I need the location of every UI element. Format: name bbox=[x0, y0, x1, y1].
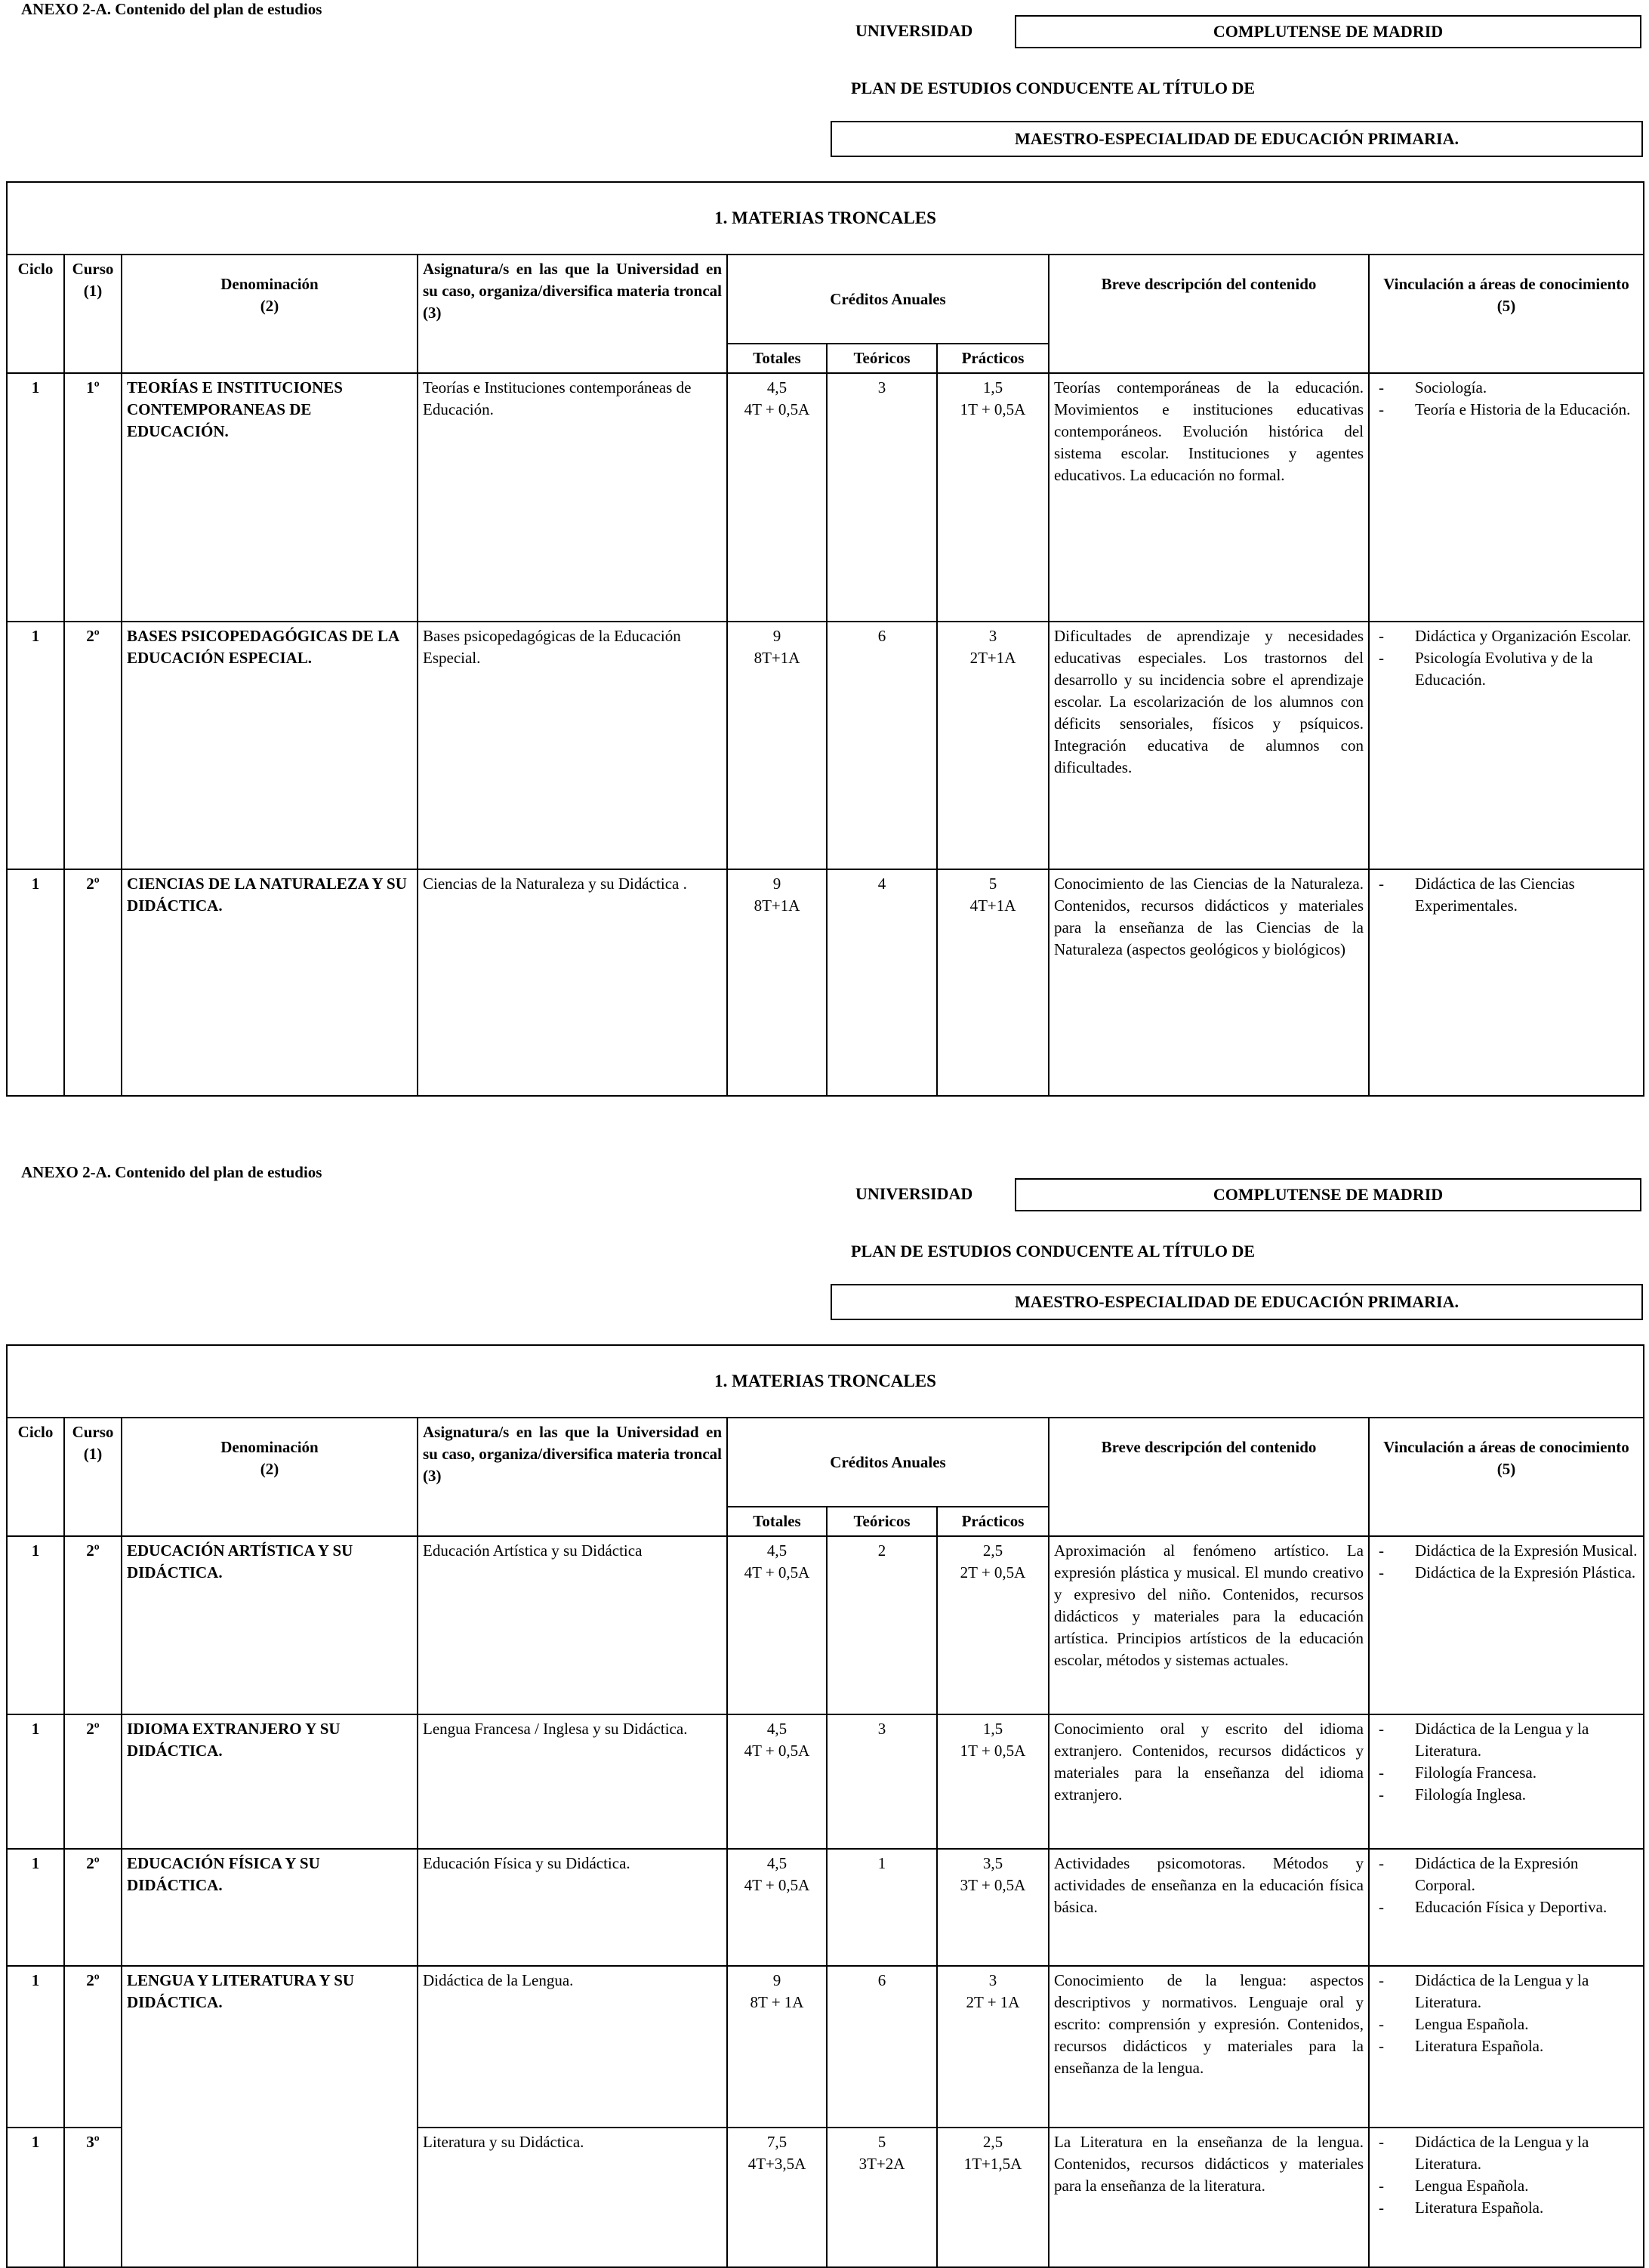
cell-asignatura: Teorías e Instituciones contemporáneas de Educación. bbox=[418, 373, 727, 622]
area-item: - Didáctica de la Expresión Plástica. bbox=[1374, 1562, 1638, 1584]
col-creditos: Créditos Anuales bbox=[727, 1418, 1049, 1507]
cell-descripcion: Teorías contemporáneas de la educación. Movimientos e instituciones educativas contemporáneos. Evolución histórica del sistema escolar. Instituciones y agentes educativos. La educación no formal. bbox=[1049, 373, 1369, 622]
cell-vinculacion bbox=[1369, 869, 1644, 1096]
area-item: - Lengua Española. bbox=[1374, 2175, 1638, 2197]
cell-teoricos: 2 bbox=[827, 1536, 937, 1714]
cell-totales: 4,5 4T + 0,5A bbox=[727, 1536, 827, 1714]
col-asignatura: Asignatura/s en las que la Universidad en su caso, organiza/diversifica materia troncal (3) bbox=[418, 1418, 727, 1536]
col-denominacion: Denominación (2) bbox=[122, 1418, 418, 1536]
cell-ciclo: 1 bbox=[7, 1849, 64, 1966]
col-descripcion: Breve descripción del contenido bbox=[1049, 255, 1369, 373]
cell-totales: 9 8T+1A bbox=[727, 869, 827, 1096]
universidad-label: UNIVERSIDAD bbox=[855, 1184, 973, 1203]
materias-table bbox=[6, 1344, 1644, 2268]
area-item: - Sociología. bbox=[1374, 377, 1638, 399]
cell-practicos: 5 4T+1A bbox=[937, 869, 1049, 1096]
areas-list bbox=[1374, 625, 1638, 691]
area-item: - Psicología Evolutiva y de la Educación. bbox=[1374, 647, 1638, 691]
cell-curso: 2º bbox=[64, 1536, 122, 1714]
cell-denominacion: BASES PSICOPEDAGÓGICAS DE LA EDUCACIÓN ESPECIAL. bbox=[122, 622, 418, 869]
area-item: - Literatura Española. bbox=[1374, 2035, 1638, 2057]
cell-vinculacion bbox=[1369, 622, 1644, 869]
areas-list bbox=[1374, 1718, 1638, 1806]
cell-denominacion: IDIOMA EXTRANJERO Y SU DIDÁCTICA. bbox=[122, 1714, 418, 1849]
area-item: - Didáctica de la Lengua y la Literatura. bbox=[1374, 2131, 1638, 2175]
area-item: - Filología Inglesa. bbox=[1374, 1784, 1638, 1806]
cell-ciclo: 1 bbox=[7, 1536, 64, 1714]
cell-totales: 9 8T+1A bbox=[727, 622, 827, 869]
page2-rows bbox=[7, 1536, 1644, 2267]
cell-asignatura: Bases psicopedagógicas de la Educación Especial. bbox=[418, 622, 727, 869]
cell-teoricos: 6 bbox=[827, 1966, 937, 2128]
col-creditos: Créditos Anuales bbox=[727, 255, 1049, 344]
col-vinculacion: Vinculación a áreas de conocimiento (5) bbox=[1369, 255, 1644, 373]
plan-label: PLAN DE ESTUDIOS CONDUCENTE AL TÍTULO DE bbox=[851, 79, 1256, 97]
areas-list bbox=[1374, 873, 1638, 917]
area-item: - Filología Francesa. bbox=[1374, 1762, 1638, 1784]
cell-denominacion: TEORÍAS E INSTITUCIONES CONTEMPORANEAS DE EDUCACIÓN. bbox=[122, 373, 418, 622]
areas-list bbox=[1374, 2131, 1638, 2219]
titulo-value: MAESTRO-ESPECIALIDAD DE EDUCACIÓN PRIMARIA. bbox=[831, 1284, 1643, 1320]
col-denominacion: Denominación (2) bbox=[122, 255, 418, 373]
areas-list bbox=[1374, 1540, 1638, 1584]
cell-ciclo: 1 bbox=[7, 1966, 64, 2128]
page-2 bbox=[0, 1163, 1649, 2266]
cell-totales: 4,5 4T + 0,5A bbox=[727, 1714, 827, 1849]
cell-teoricos: 1 bbox=[827, 1849, 937, 1966]
areas-list bbox=[1374, 377, 1638, 421]
plan-label: PLAN DE ESTUDIOS CONDUCENTE AL TÍTULO DE bbox=[851, 1242, 1256, 1261]
area-item: - Lengua Española. bbox=[1374, 2013, 1638, 2035]
areas-list bbox=[1374, 1853, 1638, 1918]
table-row bbox=[7, 869, 1644, 1096]
col-practicos: Prácticos bbox=[937, 1507, 1049, 1536]
cell-vinculacion bbox=[1369, 2128, 1644, 2267]
page1-rows bbox=[7, 373, 1644, 1096]
cell-curso: 1º bbox=[64, 373, 122, 622]
col-totales: Totales bbox=[727, 344, 827, 373]
table-row bbox=[7, 1714, 1644, 1849]
cell-teoricos: 3 bbox=[827, 373, 937, 622]
cell-totales: 4,5 4T + 0,5A bbox=[727, 373, 827, 622]
col-vinculacion: Vinculación a áreas de conocimiento (5) bbox=[1369, 1418, 1644, 1536]
cell-practicos: 2,5 2T + 0,5A bbox=[937, 1536, 1049, 1714]
col-totales: Totales bbox=[727, 1507, 827, 1536]
cell-descripcion: La Literatura en la enseñanza de la lengua. Contenidos, recursos didácticos y materiales para la enseñanza de la literatura. bbox=[1049, 2128, 1369, 2267]
cell-totales: 4,5 4T + 0,5A bbox=[727, 1849, 827, 1966]
cell-denominacion: EDUCACIÓN FÍSICA Y SU DIDÁCTICA. bbox=[122, 1849, 418, 1966]
col-teoricos: Teóricos bbox=[827, 344, 937, 373]
col-ciclo: Ciclo bbox=[7, 255, 64, 373]
cell-descripcion: Conocimiento oral y escrito del idioma extranjero. Contenidos, recursos didácticos y materiales para la enseñanza del idioma extranjero. bbox=[1049, 1714, 1369, 1849]
titulo-value: MAESTRO-ESPECIALIDAD DE EDUCACIÓN PRIMARIA. bbox=[831, 121, 1643, 157]
cell-vinculacion bbox=[1369, 1849, 1644, 1966]
table-row bbox=[7, 1536, 1644, 1714]
cell-practicos: 3 2T + 1A bbox=[937, 1966, 1049, 2128]
section-title: 1. MATERIAS TRONCALES bbox=[7, 182, 1644, 255]
section-title: 1. MATERIAS TRONCALES bbox=[7, 1345, 1644, 1418]
cell-totales: 9 8T + 1A bbox=[727, 1966, 827, 2128]
cell-teoricos: 4 bbox=[827, 869, 937, 1096]
cell-practicos: 1,5 1T + 0,5A bbox=[937, 373, 1049, 622]
cell-vinculacion bbox=[1369, 1536, 1644, 1714]
col-asignatura: Asignatura/s en las que la Universidad en su caso, organiza/diversifica materia troncal (3) bbox=[418, 255, 727, 373]
table-row bbox=[7, 622, 1644, 869]
table-row bbox=[7, 1966, 1644, 2128]
table-row bbox=[7, 373, 1644, 622]
area-item: - Didáctica de la Expresión Corporal. bbox=[1374, 1853, 1638, 1896]
area-item: - Didáctica de la Expresión Musical. bbox=[1374, 1540, 1638, 1562]
cell-ciclo: 1 bbox=[7, 1714, 64, 1849]
cell-totales: 7,5 4T+3,5A bbox=[727, 2128, 827, 2267]
cell-practicos: 1,5 1T + 0,5A bbox=[937, 1714, 1049, 1849]
area-item: - Educación Física y Deportiva. bbox=[1374, 1896, 1638, 1918]
universidad-value: COMPLUTENSE DE MADRID bbox=[1015, 15, 1641, 48]
table-row bbox=[7, 1849, 1644, 1966]
cell-denominacion: LENGUA Y LITERATURA Y SU DIDÁCTICA. bbox=[122, 1966, 418, 2267]
cell-vinculacion bbox=[1369, 373, 1644, 622]
cell-teoricos: 3 bbox=[827, 1714, 937, 1849]
cell-ciclo: 1 bbox=[7, 373, 64, 622]
cell-ciclo: 1 bbox=[7, 869, 64, 1096]
col-ciclo: Ciclo bbox=[7, 1418, 64, 1536]
cell-curso: 2º bbox=[64, 622, 122, 869]
cell-descripcion: Conocimiento de las Ciencias de la Naturaleza. Contenidos, recursos didácticos y materiales para la enseñanza de las Ciencias de la Naturaleza (aspectos geológicos y biológicos) bbox=[1049, 869, 1369, 1096]
anexo-title: ANEXO 2-A. Contenido del plan de estudios bbox=[21, 1163, 322, 1181]
area-item: - Didáctica de la Lengua y la Literatura. bbox=[1374, 1718, 1638, 1762]
area-item: - Literatura Española. bbox=[1374, 2197, 1638, 2219]
cell-asignatura: Didáctica de la Lengua. bbox=[418, 1966, 727, 2128]
cell-descripcion: Dificultades de aprendizaje y necesidades educativas especiales. Los trastornos del desarrollo y su incidencia sobre el aprendizaje escolar. La escolarización de los alumnos con déficits sensoriales, físicos y psíquicos. Integración educativa de alumnos con dificultades. bbox=[1049, 622, 1369, 869]
cell-teoricos: 5 3T+2A bbox=[827, 2128, 937, 2267]
col-teoricos: Teóricos bbox=[827, 1507, 937, 1536]
area-item: - Didáctica de la Lengua y la Literatura. bbox=[1374, 1970, 1638, 2013]
area-item: - Didáctica y Organización Escolar. bbox=[1374, 625, 1638, 647]
col-descripcion: Breve descripción del contenido bbox=[1049, 1418, 1369, 1536]
cell-descripcion: Actividades psicomotoras. Métodos y actividades de enseñanza en la educación física básica. bbox=[1049, 1849, 1369, 1966]
anexo-title: ANEXO 2-A. Contenido del plan de estudios bbox=[21, 0, 322, 18]
cell-asignatura: Educación Artística y su Didáctica bbox=[418, 1536, 727, 1714]
col-curso: Curso (1) bbox=[64, 1418, 122, 1536]
cell-practicos: 3,5 3T + 0,5A bbox=[937, 1849, 1049, 1966]
cell-descripcion: Conocimiento de la lengua: aspectos descriptivos y normativos. Lenguaje oral y escrito: comprensión y expresión. Contenidos, recursos didácticos y materiales para la enseñanza de la lengua. bbox=[1049, 1966, 1369, 2128]
cell-vinculacion bbox=[1369, 1714, 1644, 1849]
cell-asignatura: Lengua Francesa / Inglesa y su Didáctica. bbox=[418, 1714, 727, 1849]
cell-asignatura: Literatura y su Didáctica. bbox=[418, 2128, 727, 2267]
cell-denominacion: EDUCACIÓN ARTÍSTICA Y SU DIDÁCTICA. bbox=[122, 1536, 418, 1714]
cell-ciclo: 1 bbox=[7, 2128, 64, 2267]
cell-ciclo: 1 bbox=[7, 622, 64, 869]
col-curso: Curso (1) bbox=[64, 255, 122, 373]
cell-vinculacion bbox=[1369, 1966, 1644, 2128]
cell-asignatura: Educación Física y su Didáctica. bbox=[418, 1849, 727, 1966]
cell-descripcion: Aproximación al fenómeno artístico. La expresión plástica y musical. El mundo creativo y expresivo del niño. Contenidos, recursos didácticos y materiales para la educación artística. Principios artísticos de la educación escolar, métodos y sistemas actuales. bbox=[1049, 1536, 1369, 1714]
cell-denominacion: CIENCIAS DE LA NATURALEZA Y SU DIDÁCTICA. bbox=[122, 869, 418, 1096]
page-1 bbox=[0, 0, 1649, 1103]
cell-practicos: 3 2T+1A bbox=[937, 622, 1049, 869]
universidad-label: UNIVERSIDAD bbox=[855, 21, 973, 40]
areas-list bbox=[1374, 1970, 1638, 2057]
cell-curso: 2º bbox=[64, 1849, 122, 1966]
cell-curso: 2º bbox=[64, 1714, 122, 1849]
cell-curso: 2º bbox=[64, 869, 122, 1096]
cell-curso: 2º bbox=[64, 1966, 122, 2128]
area-item: - Teoría e Historia de la Educación. bbox=[1374, 399, 1638, 421]
materias-table bbox=[6, 181, 1644, 1097]
cell-curso: 3º bbox=[64, 2128, 122, 2267]
col-practicos: Prácticos bbox=[937, 344, 1049, 373]
area-item: - Didáctica de las Ciencias Experimentales. bbox=[1374, 873, 1638, 917]
cell-asignatura: Ciencias de la Naturaleza y su Didáctica . bbox=[418, 869, 727, 1096]
cell-teoricos: 6 bbox=[827, 622, 937, 869]
cell-practicos: 2,5 1T+1,5A bbox=[937, 2128, 1049, 2267]
universidad-value: COMPLUTENSE DE MADRID bbox=[1015, 1178, 1641, 1211]
